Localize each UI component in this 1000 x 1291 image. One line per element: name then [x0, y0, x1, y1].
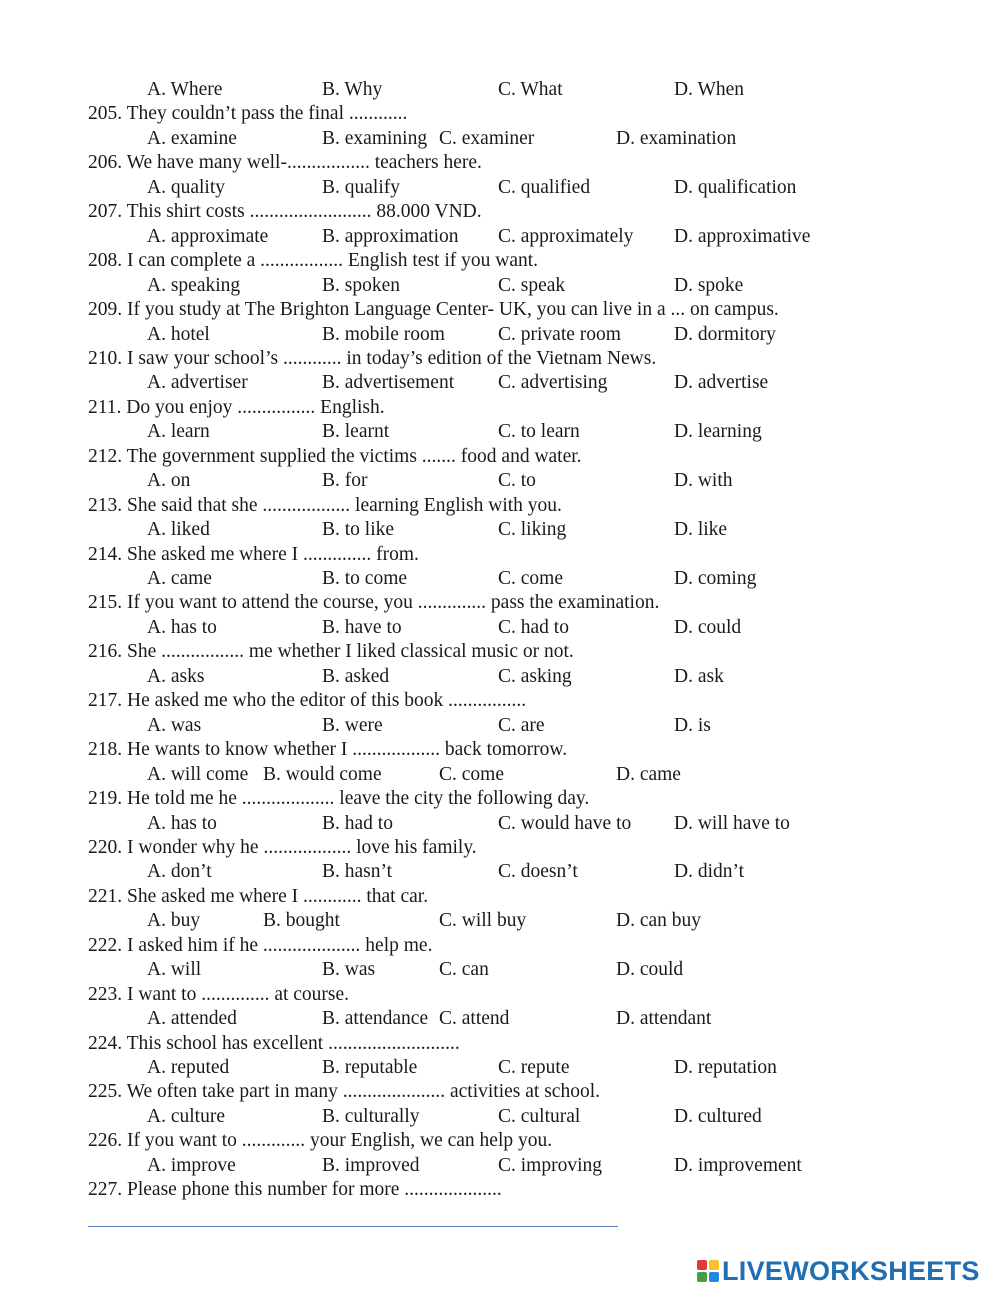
answer-option-d: D. examination	[616, 127, 737, 149]
answer-option-d: D. could	[674, 616, 742, 638]
answer-option-a: A. speaking	[147, 274, 241, 296]
answer-option-d: D. spoke	[674, 274, 744, 296]
answer-option-c: C. qualified	[498, 176, 591, 198]
answer-option-c: C. had to	[498, 616, 569, 638]
answer-option-a: A. liked	[147, 519, 210, 541]
answer-option-c: C. private room	[498, 323, 621, 345]
answer-option-a: A. came	[147, 568, 212, 589]
answer-option-b: B. asked	[322, 665, 390, 687]
answer-option-c: C. to	[498, 470, 536, 492]
answer-option-a: A. learn	[147, 421, 210, 443]
answer-option-a: A. advertiser	[147, 372, 248, 394]
answer-option-b: B. were	[322, 714, 383, 736]
answer-option-d: D. improvement	[674, 1154, 802, 1176]
answer-option-a: A. reputed	[147, 1057, 230, 1078]
answer-option-b: B. have to	[322, 616, 402, 638]
liveworksheets-logo[interactable]	[697, 1256, 980, 1286]
answer-option-d: D. can buy	[616, 910, 702, 932]
question-text: 216. She ................. me whether I liked classical music or not.	[88, 641, 574, 663]
question-text: 205. They couldn’t pass the final ............	[88, 103, 408, 125]
answer-option-c: C. liking	[498, 519, 567, 541]
answer-option-c: C. improving	[498, 1154, 603, 1176]
question-text: 227. Please phone this number for more ....................	[88, 1179, 502, 1201]
answer-option-b: B. examining	[322, 127, 428, 149]
answer-option-c: C. come	[439, 763, 504, 785]
answer-option-b: B. was	[322, 959, 376, 981]
answer-option-a: A. will	[147, 959, 202, 981]
logo-square-yellow	[709, 1260, 719, 1270]
answer-option-a: A. culture	[147, 1105, 225, 1127]
answer-option-d: D. didn’t	[674, 861, 745, 883]
answer-option-b: B. for	[322, 470, 368, 492]
answer-option-a: A. Where	[147, 79, 223, 100]
answer-option-b: B. attendance	[322, 1008, 429, 1030]
answer-option-c: C. advertising	[498, 372, 608, 394]
answer-option-d: D. reputation	[674, 1057, 777, 1078]
answer-option-a: A. hotel	[147, 323, 210, 345]
answer-option-a: A. buy	[147, 910, 201, 932]
answer-option-d: D. cultured	[674, 1105, 762, 1127]
answer-option-d: D. approximative	[674, 225, 811, 247]
answer-option-b: B. to come	[322, 568, 408, 589]
answer-option-b: B. to like	[322, 519, 395, 541]
answer-option-d: D. advertise	[674, 372, 769, 394]
answer-option-c: C. attend	[439, 1008, 510, 1030]
answer-option-d: D. with	[674, 470, 733, 492]
answer-option-d: D. came	[616, 763, 681, 785]
answer-option-b: B. hasn’t	[322, 861, 393, 883]
question-text: 225. We often take part in many ..................... activities at school.	[88, 1081, 600, 1103]
answer-option-b: B. had to	[322, 812, 393, 834]
answer-option-d: D. is	[674, 714, 711, 736]
answer-option-a: A. on	[147, 470, 191, 492]
answer-option-d: D. ask	[674, 665, 724, 687]
logo-square-red	[697, 1260, 707, 1270]
answer-option-c: C. can	[439, 959, 489, 981]
answer-option-b: B. improved	[322, 1154, 420, 1176]
answer-option-c: C. cultural	[498, 1105, 581, 1127]
question-text: 220. I wonder why he .................. love his family.	[88, 836, 477, 858]
question-text: 223. I want to .............. at course.	[88, 983, 350, 1005]
question-text: 215. If you want to attend the course, you .............. pass the examination.	[88, 592, 660, 614]
answer-option-a: A. examine	[147, 127, 237, 149]
answer-option-b: B. Why	[322, 79, 383, 100]
liveworksheets-logo-icon	[697, 1260, 719, 1282]
answer-option-c: C. asking	[498, 665, 572, 687]
answer-option-c: C. doesn’t	[498, 861, 578, 883]
logo-square-green	[697, 1272, 707, 1282]
answer-option-c: C. would have to	[498, 812, 632, 834]
question-text: 226. If you want to ............. your English, we can help you.	[88, 1130, 553, 1152]
answer-option-c: C. approximately	[498, 225, 634, 247]
question-text: 221. She asked me where I ............ that car.	[88, 885, 429, 907]
footer-rule	[88, 1226, 618, 1227]
answer-option-a: A. will come	[147, 763, 249, 785]
answer-option-d: D. coming	[674, 568, 757, 589]
answer-option-a: A. approximate	[147, 225, 269, 247]
question-text: 219. He told me he ................... leave the city the following day.	[88, 788, 590, 810]
answer-option-c: C. repute	[498, 1057, 570, 1078]
question-text: 213. She said that she .................. learning English with you.	[88, 494, 562, 516]
answer-option-d: D. like	[674, 519, 728, 541]
answer-option-b: B. bought	[263, 910, 340, 932]
answer-option-d: D. When	[674, 79, 745, 100]
answer-option-c: C. come	[498, 568, 563, 589]
answer-option-c: C. are	[498, 714, 545, 736]
answer-option-b: B. reputable	[322, 1057, 418, 1078]
question-text: 224. This school has excellent ...........................	[88, 1032, 460, 1054]
liveworksheets-logo-text: LIVEWORKSHEETS	[722, 1255, 980, 1286]
answer-option-d: D. could	[616, 959, 684, 981]
answer-option-b: B. would come	[263, 763, 382, 785]
answer-option-a: A. has to	[147, 812, 217, 834]
answer-option-b: B. mobile room	[322, 323, 445, 345]
answer-option-b: B. spoken	[322, 274, 400, 296]
answer-option-d: D. will have to	[674, 812, 790, 834]
question-text: 212. The government supplied the victims ....... food and water.	[88, 445, 582, 467]
answer-option-c: C. will buy	[439, 910, 527, 932]
answer-option-b: B. advertisement	[322, 372, 455, 394]
answer-option-a: A. improve	[147, 1154, 236, 1176]
question-text: 209. If you study at The Brighton Language Center- UK, you can live in a ... on campus.	[88, 299, 779, 321]
answer-option-d: D. qualification	[674, 176, 797, 198]
question-text: 218. He wants to know whether I .................. back tomorrow.	[88, 739, 568, 761]
answer-option-d: D. attendant	[616, 1008, 712, 1030]
answer-option-b: B. culturally	[322, 1105, 420, 1127]
answer-option-a: A. don’t	[147, 861, 212, 883]
question-text: 214. She asked me where I .............. from.	[88, 543, 419, 565]
answer-option-c: C. examiner	[439, 127, 535, 149]
answer-option-b: B. qualify	[322, 176, 400, 198]
answer-option-a: A. has to	[147, 616, 217, 638]
logo-square-blue	[709, 1272, 719, 1282]
answer-option-d: D. learning	[674, 421, 762, 443]
answer-option-a: A. quality	[147, 176, 225, 198]
answer-option-c: C. speak	[498, 274, 566, 296]
answer-option-a: A. was	[147, 714, 202, 736]
answer-option-a: A. asks	[147, 665, 205, 687]
answer-option-c: C. What	[498, 79, 563, 100]
question-text: 207. This shirt costs ......................... 88.000 VND.	[88, 201, 482, 223]
question-text: 222. I asked him if he .................... help me.	[88, 934, 433, 956]
answer-option-a: A. attended	[147, 1008, 237, 1030]
question-text: 210. I saw your school’s ............ in today’s edition of the Vietnam News.	[88, 347, 657, 369]
answer-option-b: B. learnt	[322, 421, 390, 443]
question-text: 206. We have many well-................. teachers here.	[88, 152, 482, 174]
answer-option-c: C. to learn	[498, 421, 580, 443]
question-text: 217. He asked me who the editor of this book ................	[88, 690, 527, 712]
question-text: 211. Do you enjoy ................ English.	[88, 396, 385, 418]
answer-option-b: B. approximation	[322, 225, 459, 247]
answer-option-d: D. dormitory	[674, 323, 776, 345]
question-text: 208. I can complete a ................. English test if you want.	[88, 250, 539, 272]
